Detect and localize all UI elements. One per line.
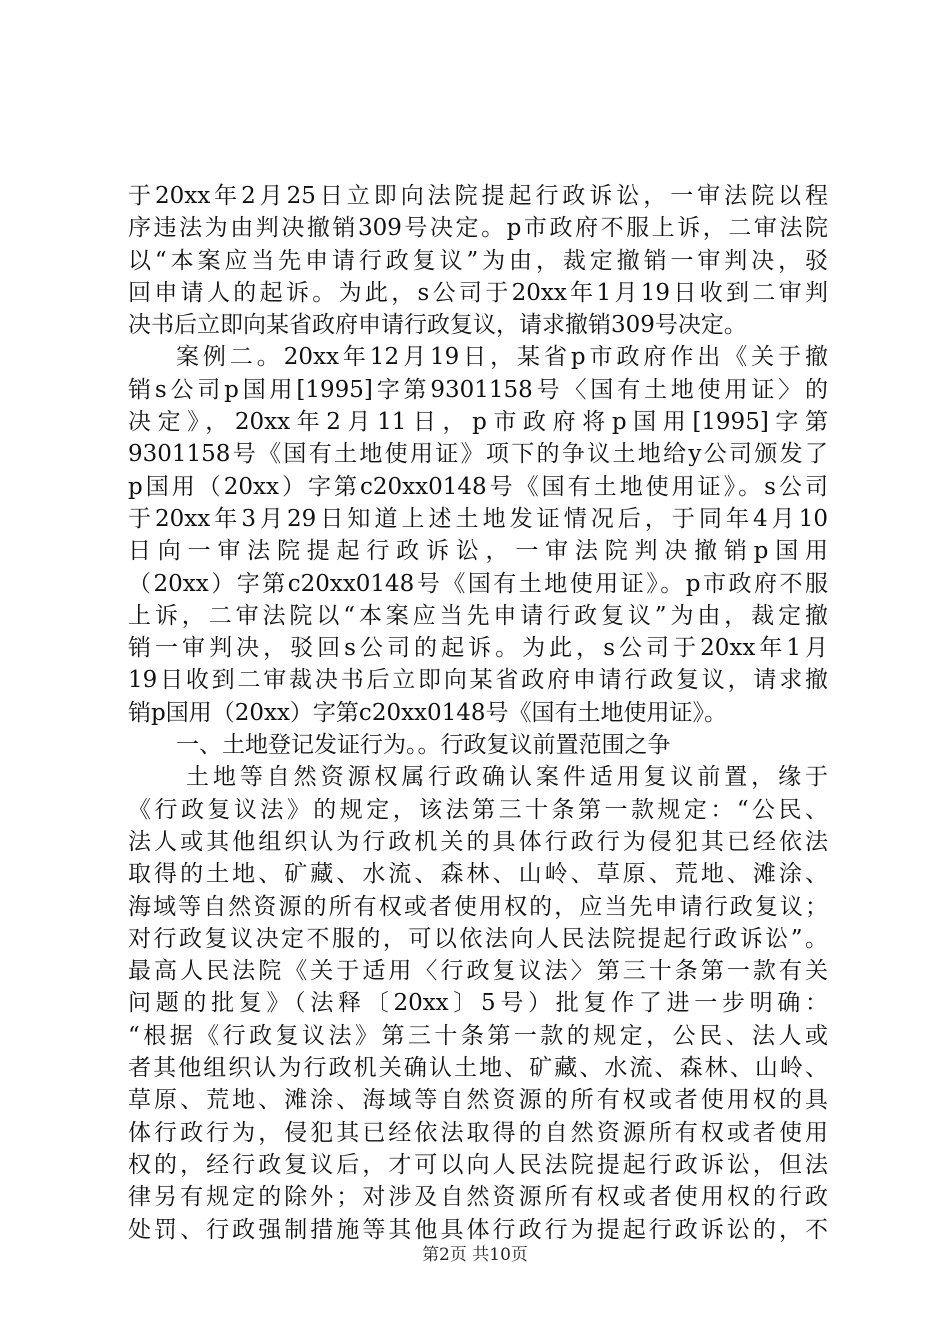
text-line: 者其他组织认为行政机关确认土地、矿藏、水流、森林、山岭、 (128, 1055, 828, 1082)
text-line: 草原、荒地、滩涂、海域等自然资源的所有权或者使用权的具 (128, 1087, 828, 1114)
text-line: p国用（20xx）字第c20xx0148号《国有土地使用证》。s公司 (128, 473, 828, 500)
text-line: 最高人民法院《关于适用〈行政复议法〉第三十条第一款有关 (128, 958, 828, 985)
page-number-footer: 第2页 共10页 (422, 1245, 528, 1265)
section-heading: 一、土地登记发证行为。。行政复议前置范围之争 (176, 732, 671, 759)
text-line: （20xx）字第c20xx0148号《国有土地使用证》。p市政府不服 (128, 570, 828, 597)
text-line: 取得的土地、矿藏、水流、森林、山岭、草原、荒地、滩涂、 (128, 861, 828, 888)
text-line: 决书后立即向某省政府申请行政复议，请求撤销309号决定。 (128, 312, 747, 339)
text-line: 土地等自然资源权属行政确认案件适用复议前置，缘于 (186, 764, 828, 791)
text-line: 日向一审法院提起行政诉讼，一审法院判决撤销p国用 (128, 538, 828, 565)
text-line: 对行政复议决定不服的，可以依法向人民法院提起行政诉讼”。 (128, 925, 828, 952)
text-line: 19日收到二审裁决书后立即向某省政府申请行政复议，请求撤 (128, 667, 828, 694)
text-line: 以“本案应当先申请行政复议”为由，裁定撤销一审判决，驳 (128, 247, 828, 274)
text-line: 海域等自然资源的所有权或者使用权的，应当先申请行政复议； (128, 893, 828, 920)
text-line: 序违法为由判决撤销309号决定。p市政府不服上诉，二审法院 (128, 215, 828, 242)
text-line: 销s公司p国用[1995]字第9301158号〈国有土地使用证〉的 (128, 376, 828, 403)
text-line: 案例二。20xx年12月19日，某省p市政府作出《关于撤 (176, 344, 828, 371)
text-line: 律另有规定的除外；对涉及自然资源所有权或者使用权的行政 (128, 1184, 828, 1211)
text-line: 法人或其他组织认为行政机关的具体行政行为侵犯其已经依法 (128, 828, 828, 855)
text-line: 处罚、行政强制措施等其他具体行政行为提起行政诉讼的，不 (128, 1216, 828, 1243)
text-line: 《行政复议法》的规定，该法第三十条第一款规定：“公民、 (128, 796, 828, 823)
text-line: 权的，经行政复议后，才可以向人民法院提起行政诉讼，但法 (128, 1151, 828, 1178)
text-line: 回申请人的起诉。为此，s公司于20xx年1月19日收到二审判 (128, 279, 828, 306)
document-body (128, 180, 828, 1246)
text-line: 于20xx年2月25日立即向法院提起行政诉讼，一审法院以程 (128, 183, 828, 209)
text-line: 上诉，二审法院以“本案应当先申请行政复议”为由，裁定撤 (128, 602, 828, 629)
text-line: 销p国用（20xx）字第c20xx0148号《国有土地使用证》。 (128, 699, 728, 726)
text-line: 决定》，20xx年2月11日，p市政府将p国用[1995]字第 (128, 409, 828, 436)
text-line: 销一审判决，驳回s公司的起诉。为此，s公司于20xx年1月 (128, 635, 828, 662)
text-line: 体行政行为，侵犯其已经依法取得的自然资源所有权或者使用 (128, 1119, 828, 1146)
text-line: 问题的批复》（法释〔20xx〕5号）批复作了进一步明确： (128, 990, 828, 1017)
text-line: 9301158号《国有土地使用证》项下的争议土地给y公司颁发了 (128, 441, 828, 468)
text-line: 于20xx年3月29日知道上述土地发证情况后，于同年4月10 (128, 505, 828, 532)
text-line: “根据《行政复议法》第三十条第一款的规定，公民、法人或 (128, 1022, 828, 1049)
